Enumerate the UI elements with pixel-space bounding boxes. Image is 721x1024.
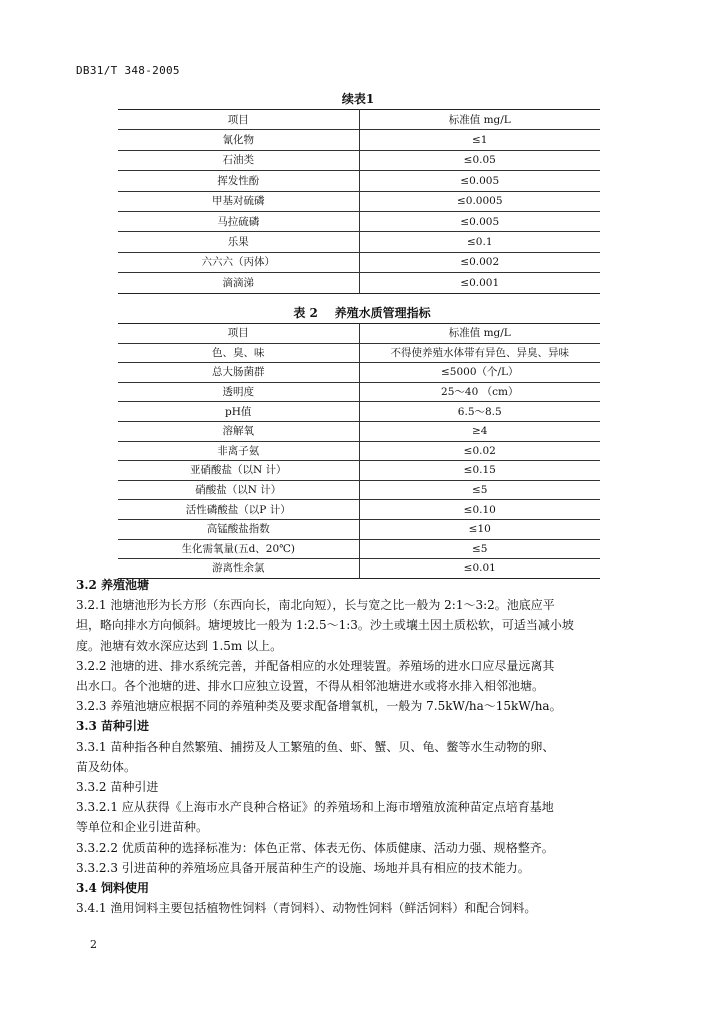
item-cell: 亚硝酸盐（以N 计）	[118, 461, 359, 481]
paragraph-line: 出水口。各个池塘的进、排水口应独立设置，不得从相邻池塘进水或将水排入相邻池塘。	[76, 679, 545, 694]
value-cell: ≤10	[359, 519, 600, 539]
table-row	[118, 252, 600, 272]
table-row	[118, 480, 600, 500]
table-row	[118, 211, 600, 231]
value-cell: ≤0.002	[359, 252, 600, 272]
item-cell: 挥发性酚	[118, 171, 359, 191]
value-cell: ≤0.005	[359, 171, 600, 191]
standard-code: DB31/T 348-2005	[76, 64, 180, 77]
table-row	[118, 421, 600, 441]
column-header-value: 标准值 mg/L	[359, 324, 600, 344]
item-cell: 乐果	[118, 232, 359, 252]
paragraph-line: 3.2.2 池塘的进、排水系统完善，并配备相应的水处理装置。养殖场的进水口应尽量远离其	[76, 658, 555, 673]
value-cell: ≤0.001	[359, 273, 600, 293]
table-row	[118, 382, 600, 402]
value-cell: 25～40 （cm）	[359, 382, 600, 402]
item-cell: 滴滴涕	[118, 273, 359, 293]
value-cell: ≤0.005	[359, 211, 600, 231]
table-row	[118, 232, 600, 252]
paragraph-line: 3.3.2.1 应从获得《上海市水产良种合格证》的养殖场和上海市增殖放流种苗定点培育基地	[76, 800, 554, 815]
item-cell: 六六六（丙体）	[118, 252, 359, 272]
paragraph-line: 等单位和企业引进苗种。	[76, 820, 209, 835]
paragraph-line: 苗及幼体。	[76, 759, 137, 774]
table2-caption: 表 2 养殖水质管理指标	[293, 306, 431, 320]
table-row	[118, 191, 600, 211]
paragraph-line: 坦，略向排水方向倾斜。塘埂坡比一般为 1:2.5～1:3。沙土或壤土因土质松软，可适当减小坡	[76, 618, 574, 633]
table-row	[118, 441, 600, 461]
value-cell: ≤0.10	[359, 500, 600, 520]
table-row	[118, 500, 600, 520]
page-number: 2	[90, 938, 97, 951]
table-row	[118, 519, 600, 539]
table-row	[118, 273, 600, 293]
value-cell: ≤0.02	[359, 441, 600, 461]
section-heading: 3.4 饲料使用	[76, 881, 150, 896]
table-1-continued	[118, 109, 600, 294]
item-cell: 透明度	[118, 382, 359, 402]
item-cell: 活性磷酸盐（以P 计）	[118, 500, 359, 520]
section-heading: 3.3 苗种引进	[76, 719, 150, 734]
paragraph-line: 3.3.2.3 引进苗种的养殖场应具备开展苗种生产的设施、场地并具有相应的技术能力。	[76, 860, 530, 875]
subsection-heading: 3.3.2 苗种引进	[76, 780, 159, 795]
value-cell: 不得使养殖水体带有异色、异臭、异味	[359, 343, 600, 363]
item-cell: 马拉硫磷	[118, 211, 359, 231]
table1-caption: 续表1	[341, 92, 375, 106]
table-row	[118, 171, 600, 191]
item-cell: 总大肠菌群	[118, 363, 359, 383]
item-cell: 溶解氧	[118, 421, 359, 441]
paragraph-line: 3.3.1 苗种指各种自然繁殖、捕捞及人工繁殖的鱼、虾、蟹、贝、龟、鳖等水生动物的卵、	[76, 739, 555, 754]
item-cell: 硝酸盐（以N 计）	[118, 480, 359, 500]
item-cell: 游离性余氯	[118, 559, 359, 579]
value-cell: ≤0.05	[359, 150, 600, 170]
item-cell: 非离子氨	[118, 441, 359, 461]
value-cell: ≤5000（个/L）	[359, 363, 600, 383]
value-cell: ≥4	[359, 421, 600, 441]
table-row	[118, 539, 600, 559]
column-header-value: 标准值 mg/L	[359, 110, 600, 130]
item-cell: 甲基对硫磷	[118, 191, 359, 211]
paragraph-line: 3.3.2.2 优质苗种的选择标准为：体色正常、体表无伤、体质健康、活动力强、规格整齐。	[76, 840, 554, 855]
value-cell: ≤0.15	[359, 461, 600, 481]
value-cell: ≤5	[359, 539, 600, 559]
column-header-item: 项目	[118, 110, 359, 130]
item-cell: 生化需氧量(五d、20℃)	[118, 539, 359, 559]
paragraph-line: 度。池塘有效水深应达到 1.5m 以上。	[76, 638, 283, 653]
section-heading: 3.2 养殖池塘	[76, 578, 150, 592]
body-text	[76, 575, 636, 918]
item-cell: 高锰酸盐指数	[118, 519, 359, 539]
value-cell: 6.5～8.5	[359, 402, 600, 422]
table-row	[118, 402, 600, 422]
table-header-row	[118, 110, 600, 130]
value-cell: ≤0.0005	[359, 191, 600, 211]
item-cell: 色、臭、味	[118, 343, 359, 363]
value-cell: ≤1	[359, 130, 600, 150]
table-header-row	[118, 324, 600, 344]
table-row	[118, 130, 600, 150]
table-row	[118, 461, 600, 481]
value-cell: ≤5	[359, 480, 600, 500]
value-cell: ≤0.01	[359, 559, 600, 579]
paragraph-line: 3.4.1 渔用饲料主要包括植物性饲料（青饲料）、动物性饲料（鲜活饲料）和配合饲料。	[76, 901, 537, 916]
item-cell: 石油类	[118, 150, 359, 170]
paragraph-line: 3.2.3 养殖池塘应根据不同的养殖种类及要求配备增氧机，一般为 7.5kW/ha～15kW/ha。	[76, 699, 562, 714]
column-header-item: 项目	[118, 324, 359, 344]
table-row	[118, 343, 600, 363]
table-row	[118, 363, 600, 383]
paragraph-line: 3.2.1 池塘池形为长方形（东西向长，南北向短），长与宽之比一般为 2:1～3:2。池底应平	[76, 598, 555, 613]
value-cell: ≤0.1	[359, 232, 600, 252]
table-2-water-quality	[118, 323, 600, 579]
item-cell: pH值	[118, 402, 359, 422]
item-cell: 氰化物	[118, 130, 359, 150]
table-row	[118, 150, 600, 170]
